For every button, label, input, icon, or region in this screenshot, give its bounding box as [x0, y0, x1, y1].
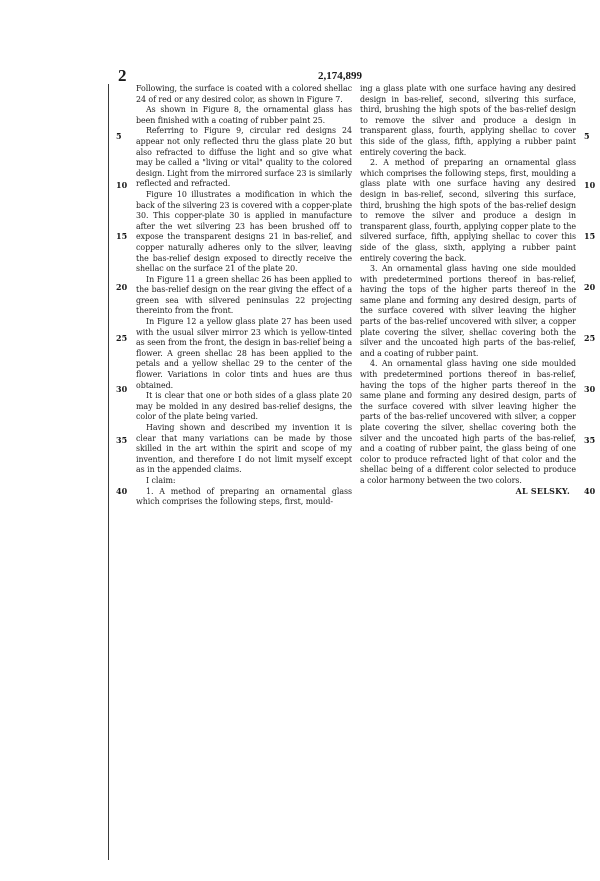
claim-1-start: 1. A method of preparing an ornamental glass which comprises the following steps, first, mould- — [136, 486, 352, 507]
line-number: 5 — [584, 131, 590, 141]
right-text-column — [360, 84, 576, 497]
paragraph: Referring to Figure 9, circular red designs 24 appear not only reflected thru the glass plate 20 but also refracted to diffuse the light and so give what may be called a "living or vital" quality to the colored design. Light from the mirrored surface 23 is similarly reflected and refracted. — [136, 126, 352, 189]
line-number: 40 — [584, 486, 596, 496]
claim: 2. A method of preparing an ornamental glass which comprises the following steps, first, moulding a glass plate with one surface having any desired design in bas-relief, second, silvering this surface, third, brushing the high spots of the bas-relief design to remove the silver and produce a design in transparent glass, fourth, applying copper plate to the silvered surface, fifth, applying shellac to cover this side of the glass, sixth, applying a rubber paint entirely covering the back. — [360, 158, 576, 263]
line-number: 20 — [116, 282, 128, 292]
line-number: 25 — [116, 333, 128, 343]
paragraph: In Figure 11 a green shellac 26 has been applied to the bas-relief design on the rear giving the effect of a green sea with silvered peninsulas 22 projecting thereinto from the front. — [136, 274, 352, 316]
line-number: 35 — [116, 435, 128, 445]
claims-heading: I claim: — [146, 475, 176, 485]
paragraph: As shown in Figure 8, the ornamental glass has been finished with a coating of rubber paint 25. — [136, 105, 352, 125]
paragraph: Following, the surface is coated with a colored shellac 24 of red or any desired color, as shown in Figure 7. — [136, 84, 352, 104]
line-number: 30 — [584, 384, 596, 394]
claim: 3. An ornamental glass having one side moulded with predetermined portions thereof in bas-relief, having the tops of the higher parts thereof in the same plane and forming any desired design, parts of the surface covered with silver leaving the higher parts of the bas-relief uncovered with silver, a copper plate covering the silver, shellac covering both the silver and the uncoated high parts of the bas-relief, and a coating of rubber paint. — [360, 264, 576, 358]
patent-number: 2,174,899 — [318, 70, 362, 82]
left-text-column — [136, 84, 352, 508]
line-number: 5 — [116, 131, 122, 141]
line-number: 20 — [584, 282, 596, 292]
line-number: 15 — [584, 231, 596, 241]
line-number: 30 — [116, 384, 128, 394]
line-number: 25 — [584, 333, 596, 343]
claim-1-continued: ing a glass plate with one surface having any desired design in bas-relief, second, silvering this surface, third, brushing the high spots of the bas-relief design to remove the silver and produce a design in transparent glass, fourth, applying shellac to cover this side of the glass, fifth, applying a rubber paint entirely covering the back. — [360, 84, 576, 157]
line-number: 35 — [584, 435, 596, 445]
signature: AL SELSKY. — [515, 486, 570, 496]
line-number: 10 — [584, 180, 596, 190]
line-number: 10 — [116, 180, 128, 190]
paragraph: In Figure 12 a yellow glass plate 27 has been used with the usual silver mirror 23 which is yellow-tinted as seen from the front, the design in bas-relief being a flower. A green shellac 28 has been applied to the petals and a yellow shellac 29 to the center of the flower. Variations in color tints and hues are thus obtained. — [136, 317, 352, 390]
line-number: 40 — [116, 486, 128, 496]
line-number: 15 — [116, 231, 128, 241]
claim: 4. An ornamental glass having one side moulded with predetermined portions thereof in bas-relief, having the tops of the higher parts thereof in the same plane and forming any desired design, parts of the surface covered with silver leaving higher the parts of the bas-relief uncovered with silver, a copper plate covering the silver, shellac covering both the silver and the uncoated high parts of the bas-relief, and a coating of rubber paint, the glass being of one color to produce refracted light of that color and the shellac being of a different color selected to produce a color harmony between the two colors. — [360, 359, 576, 485]
paragraph: It is clear that one or both sides of a glass plate 20 may be molded in any desired bas-relief designs, the color of the plate being varied. — [136, 391, 352, 422]
paragraph: Figure 10 illustrates a modification in which the back of the silvering 23 is covered with a copper-plate 30. This copper-plate 30 is applied in manufacture after the wet silvering 23 has been brushed off to expose the transparent designs 21 in bas-relief, and copper naturally adheres only to the silver, leaving the bas-relief design exposed to directly receive the shellac on the surface 21 of the plate 20. — [136, 189, 352, 274]
paragraph: Having shown and described my invention it is clear that many variations can be made by those skilled in the art within the spirit and scope of my invention, and therefore I do not limit myself except as in the appended claims. — [136, 423, 352, 475]
margin-rule — [108, 84, 109, 860]
page-number: 2 — [118, 66, 127, 85]
